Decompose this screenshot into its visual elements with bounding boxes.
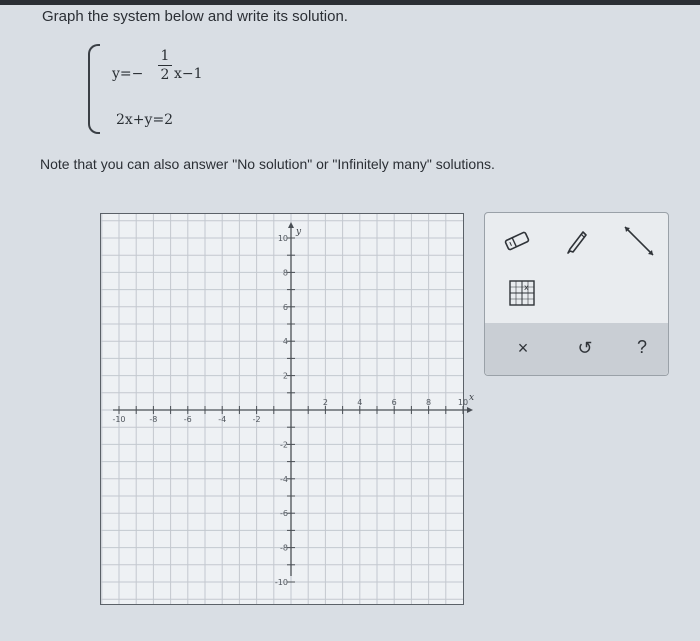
- eraser-tool-button[interactable]: [499, 227, 535, 255]
- line-tool-button[interactable]: [619, 221, 659, 261]
- y-tick-label: 8: [282, 268, 288, 278]
- x-tick-label: 8: [426, 398, 432, 407]
- instruction-text: Graph the system below and write its solution.: [42, 8, 348, 25]
- undo-button[interactable]: ↺: [577, 337, 593, 358]
- pencil-tool-button[interactable]: [560, 225, 594, 257]
- fraction-numerator: 1: [160, 48, 170, 64]
- svg-text:x: x: [524, 283, 529, 292]
- x-tick-label: 10: [457, 398, 469, 407]
- note-text: Note that you can also answer "No solution" or "Infinitely many" solutions.: [40, 156, 495, 172]
- y-tick-label: 4: [282, 337, 288, 347]
- brace-icon: [88, 44, 100, 134]
- y-tick-label: -2: [280, 440, 288, 450]
- x-tick-label: -10: [112, 415, 126, 424]
- graph-toolbar: [484, 212, 669, 376]
- x-tick-label: -8: [149, 415, 158, 424]
- grid-point-icon: [507, 278, 537, 308]
- equation-system: [86, 44, 266, 136]
- y-tick-label: -4: [280, 474, 288, 484]
- y-tick-label: 6: [282, 302, 288, 312]
- y-tick-label: -10: [274, 578, 288, 587]
- top-bar: [0, 0, 700, 5]
- point-tool-button[interactable]: [505, 277, 539, 309]
- y-tick-label: -8: [280, 543, 288, 553]
- equation-1-right: x−1: [174, 66, 203, 82]
- equation-1-fraction: [158, 48, 172, 83]
- x-axis-arrow-icon: [467, 407, 473, 413]
- eraser-icon: [502, 230, 532, 252]
- fraction-denominator: 2: [160, 67, 170, 83]
- x-tick-label: -4: [218, 415, 227, 424]
- x-tick-label: 6: [391, 398, 397, 407]
- y-axis-label: y: [296, 227, 302, 237]
- x-tick-label: -2: [252, 415, 261, 424]
- y-tick-label: -6: [280, 509, 288, 519]
- y-axis-arrow-icon: [288, 222, 294, 228]
- help-button[interactable]: ?: [636, 336, 647, 357]
- x-tick-label: 4: [357, 398, 363, 407]
- pencil-icon: [564, 227, 590, 255]
- clear-button[interactable]: ×: [517, 337, 529, 358]
- y-tick-label: 10: [277, 234, 288, 243]
- y-tick-label: 2: [282, 371, 288, 381]
- x-tick-label: -6: [183, 415, 192, 424]
- equation-1-left: y=−: [112, 66, 144, 82]
- x-axis-label: x: [469, 393, 475, 403]
- fraction-bar: [158, 65, 172, 66]
- graph-canvas[interactable]: [100, 213, 475, 605]
- x-tick-label: 2: [322, 398, 328, 407]
- coordinate-plane[interactable]: [101, 214, 475, 604]
- line-icon: [621, 223, 657, 259]
- equation-2: 2x+y=2: [116, 112, 174, 128]
